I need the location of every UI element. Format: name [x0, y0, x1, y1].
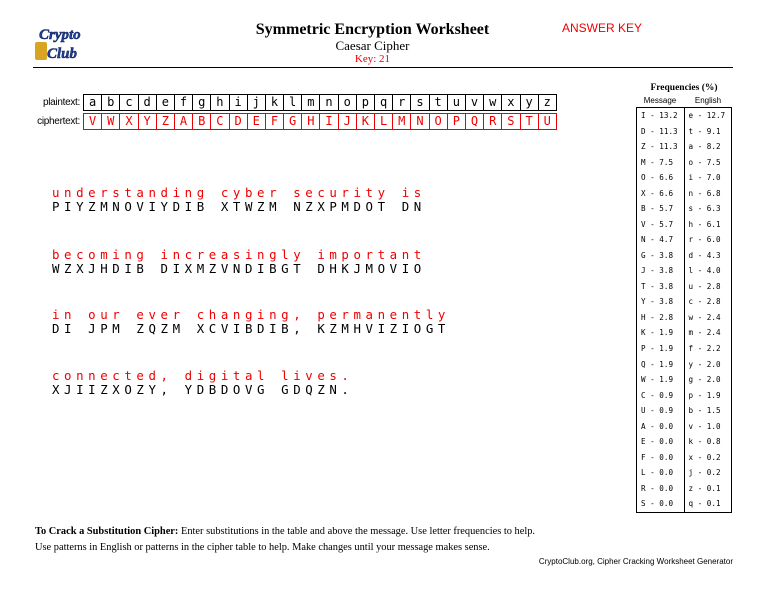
frequency-value: 4.3 [706, 250, 721, 260]
frequency-letter: P [641, 343, 646, 353]
message-frequency-row [637, 372, 684, 388]
ciphertext-cell[interactable]: Z [156, 113, 175, 130]
frequency-separator: - [693, 375, 707, 385]
english-frequency-row [685, 372, 732, 388]
frequency-separator: - [645, 499, 660, 509]
ciphertext-cell[interactable]: Y [138, 113, 157, 130]
ciphertext-cell[interactable]: U [538, 113, 557, 130]
ciphertext-cell[interactable]: T [520, 113, 539, 130]
english-frequency-row [685, 263, 732, 279]
frequency-letter: k [688, 437, 694, 447]
ciphertext-cell[interactable]: H [301, 113, 320, 130]
frequency-letter: N [641, 235, 646, 245]
message-frequency-row [637, 357, 684, 373]
frequency-value: 3.8 [659, 266, 674, 276]
instructions-lead: To Crack a Substitution Cipher: [35, 526, 179, 537]
ciphertext-cell[interactable]: V [83, 113, 102, 130]
frequency-value: 0.2 [706, 452, 721, 462]
frequency-value: 0.9 [659, 390, 674, 400]
message-frequency-column [637, 108, 685, 512]
message-frequency-row [637, 481, 684, 497]
frequency-letter: h [688, 219, 694, 229]
frequency-letter: n [688, 188, 694, 198]
frequency-value: 11.3 [659, 142, 678, 152]
plaintext-cell[interactable]: u [447, 94, 466, 111]
english-frequency-row [685, 139, 732, 155]
english-frequency-row [685, 294, 732, 310]
ciphertext-cell[interactable]: O [429, 113, 448, 130]
frequency-value: 2.8 [706, 297, 721, 307]
instructions [35, 524, 535, 556]
footer-credit: CryptoClub.org, Cipher Cracking Worksheet Generator [538, 557, 733, 566]
plaintext-cell[interactable]: d [138, 94, 157, 111]
plaintext-cell[interactable]: x [501, 94, 520, 111]
english-frequency-row [685, 434, 732, 450]
frequency-letter: z [688, 483, 694, 493]
frequency-letter: Z [641, 142, 646, 152]
frequency-separator: - [693, 297, 707, 307]
frequency-letter: X [641, 188, 646, 198]
plaintext-cell[interactable]: i [229, 94, 248, 111]
plaintext-cell[interactable]: f [174, 94, 193, 111]
message-frequency-row [637, 325, 684, 341]
frequency-separator: - [645, 452, 660, 462]
frequency-letter: r [688, 235, 694, 245]
frequency-letter: o [688, 157, 694, 167]
logo-key-shape [35, 42, 47, 60]
plaintext-cell[interactable]: l [283, 94, 302, 111]
frequency-separator: - [645, 437, 660, 447]
plaintext-cell[interactable]: c [119, 94, 138, 111]
frequency-separator: - [645, 111, 660, 120]
frequency-value: 0.0 [659, 499, 674, 509]
frequency-separator: - [645, 468, 660, 478]
frequency-separator: - [645, 126, 660, 136]
frequency-value: 7.5 [659, 157, 674, 167]
message-column-header: Message [643, 96, 677, 105]
message-frequency-row [637, 294, 684, 310]
frequency-title: Frequencies (%) [650, 83, 718, 93]
cipher-key: Key: 21 [354, 53, 391, 65]
english-frequency-row [685, 279, 732, 295]
english-frequency-row [685, 186, 732, 202]
message-frequency-row [637, 310, 684, 326]
header-divider [33, 67, 733, 68]
message-frequency-row [637, 496, 684, 512]
frequency-separator: - [693, 343, 707, 353]
frequency-letter: B [641, 204, 646, 214]
message-frequency-row [637, 186, 684, 202]
english-column-header: English [694, 96, 722, 105]
answer-key-label: ANSWER KEY [562, 21, 643, 35]
frequency-separator: - [693, 173, 707, 183]
english-frequency-row [685, 217, 732, 233]
frequency-letter: f [688, 343, 694, 353]
frequency-letter: i [688, 173, 694, 183]
frequency-letter: L [641, 468, 646, 478]
ciphertext-cell[interactable]: J [338, 113, 357, 130]
frequency-value: 12.7 [706, 111, 726, 120]
message-frequency-row [637, 434, 684, 450]
frequency-value: 2.0 [706, 375, 721, 385]
english-frequency-row [685, 124, 732, 140]
plaintext-cell[interactable]: e [156, 94, 175, 111]
frequency-separator: - [645, 157, 660, 167]
ciphertext-cell[interactable]: S [501, 113, 520, 130]
frequency-separator: - [693, 437, 707, 447]
frequency-value: 0.0 [659, 421, 674, 431]
frequency-letter: e [688, 111, 694, 120]
ciphertext-cell[interactable]: I [319, 113, 338, 130]
frequency-separator: - [645, 142, 660, 152]
message-plain-line-2: becoming increasingly important [52, 247, 426, 262]
ciphertext-cell[interactable]: A [174, 113, 193, 130]
frequency-letter: C [641, 390, 646, 400]
plaintext-cell[interactable]: p [356, 94, 375, 111]
frequency-separator: - [693, 157, 707, 167]
frequency-letter: p [688, 390, 694, 400]
frequency-value: 0.0 [659, 452, 674, 462]
frequency-letter: R [641, 483, 646, 493]
frequency-separator: - [693, 452, 707, 462]
frequency-separator: - [693, 499, 707, 509]
frequency-value: 2.4 [706, 312, 721, 322]
frequency-separator: - [645, 281, 660, 291]
frequency-value: 2.2 [706, 343, 721, 353]
frequency-letter: S [641, 499, 646, 509]
message-frequency-row [637, 279, 684, 295]
frequency-value: 5.7 [659, 204, 674, 214]
frequency-letter: V [641, 219, 646, 229]
plaintext-cell[interactable]: a [83, 94, 102, 111]
plaintext-cell[interactable]: m [301, 94, 320, 111]
frequency-value: 9.1 [706, 126, 721, 136]
ciphertext-cell[interactable]: D [229, 113, 248, 130]
message-frequency-row [637, 201, 684, 217]
plaintext-cell[interactable]: z [538, 94, 557, 111]
message-frequency-row [637, 450, 684, 466]
english-frequency-row [685, 341, 732, 357]
frequency-separator: - [693, 312, 707, 322]
frequency-separator: - [645, 250, 660, 260]
plaintext-cell[interactable]: s [410, 94, 429, 111]
frequency-value: 6.1 [706, 219, 721, 229]
frequency-value: 6.0 [706, 235, 721, 245]
page-title: Symmetric Encryption Worksheet [255, 21, 490, 38]
frequency-value: 1.9 [659, 343, 674, 353]
frequency-value: 0.2 [706, 468, 721, 478]
instructions-line-2: Use patterns in English or patterns in the cipher table to help. Make changes until your message makes sense. [35, 542, 490, 553]
english-frequency-row [685, 419, 732, 435]
message-frequency-row [637, 232, 684, 248]
english-frequency-column [685, 108, 732, 512]
frequency-letter: t [688, 126, 694, 136]
plaintext-cell[interactable]: h [210, 94, 229, 111]
message-cipher-line-3: DI JPM ZQZM XCVIBDIB, KZMHVIZIOGT [52, 321, 450, 336]
plaintext-cell[interactable]: w [483, 94, 502, 111]
frequency-letter: v [688, 421, 694, 431]
message-plain-line-4: connected, digital lives. [52, 368, 354, 383]
frequency-value: 8.2 [706, 142, 721, 152]
frequency-value: 6.3 [706, 204, 721, 214]
ciphertext-cell[interactable]: B [192, 113, 211, 130]
frequency-letter: m [688, 328, 694, 338]
frequency-separator: - [693, 188, 707, 198]
frequency-separator: - [693, 281, 707, 291]
frequency-separator: - [693, 235, 707, 245]
frequency-value: 6.8 [706, 188, 721, 198]
frequency-letter: y [688, 359, 694, 369]
frequency-letter: q [688, 499, 694, 509]
message-plain-line-3: in our ever changing, permanently [52, 307, 450, 322]
english-frequency-row [685, 357, 732, 373]
frequency-value: 0.0 [659, 437, 674, 447]
frequency-letter: w [688, 312, 694, 322]
frequency-value: 3.8 [659, 281, 674, 291]
frequency-value: 2.8 [659, 312, 674, 322]
frequency-separator: - [693, 142, 707, 152]
frequency-value: 1.9 [659, 375, 674, 385]
frequency-value: 0.1 [706, 499, 721, 509]
frequency-letter: g [688, 375, 694, 385]
english-frequency-row [685, 481, 732, 497]
plaintext-cell[interactable]: b [101, 94, 120, 111]
english-frequency-row [685, 155, 732, 171]
frequency-separator: - [645, 375, 660, 385]
message-frequency-row [637, 248, 684, 264]
plaintext-cell[interactable]: g [192, 94, 211, 111]
frequency-letter: M [641, 157, 646, 167]
english-frequency-row [685, 248, 732, 264]
english-frequency-row [685, 201, 732, 217]
english-frequency-row [685, 496, 732, 512]
english-frequency-row [685, 170, 732, 186]
frequency-value: 1.9 [659, 359, 674, 369]
frequency-letter: b [688, 406, 694, 416]
english-frequency-row [685, 403, 732, 419]
frequency-value: 7.5 [706, 157, 721, 167]
ciphertext-cell[interactable]: C [210, 113, 229, 130]
plaintext-cell[interactable]: j [247, 94, 266, 111]
frequency-value: 0.9 [659, 406, 674, 416]
frequency-letter: K [641, 328, 646, 338]
cryptoclub-logo [33, 22, 91, 64]
frequency-letter: A [641, 421, 646, 431]
frequency-letter: T [641, 281, 646, 291]
frequency-letter: U [641, 406, 646, 416]
frequency-separator: - [693, 266, 707, 276]
english-frequency-row [685, 465, 732, 481]
frequency-value: 13.2 [659, 111, 678, 120]
frequency-value: 3.8 [659, 250, 674, 260]
frequency-value: 6.6 [659, 173, 674, 183]
english-frequency-row [685, 388, 732, 404]
frequency-separator: - [645, 328, 660, 338]
plaintext-row [84, 94, 557, 111]
instructions-line-1: Enter substitutions in the table and above the message. Use letter frequencies to help. [178, 526, 536, 537]
message-frequency-row [637, 124, 684, 140]
frequency-value: 7.0 [706, 173, 721, 183]
frequency-value: 5.7 [659, 219, 674, 229]
frequency-letter: E [641, 437, 646, 447]
frequency-letter: a [688, 142, 694, 152]
message-cipher-line-1: PIYZMNOVIYDIB XTWZM NZXPMDOT DN [52, 199, 426, 214]
frequency-separator: - [645, 421, 660, 431]
frequency-value: 2.4 [706, 328, 721, 338]
frequency-separator: - [645, 359, 660, 369]
frequency-separator: - [645, 406, 660, 416]
frequency-separator: - [693, 483, 707, 493]
ciphertext-cell[interactable]: K [356, 113, 375, 130]
plaintext-cell[interactable]: q [374, 94, 393, 111]
logo-line1: Crypto [39, 27, 81, 43]
plaintext-label: plaintext: [42, 97, 80, 108]
frequency-letter: Y [641, 297, 646, 307]
message-frequency-row [637, 170, 684, 186]
frequency-value: 2.8 [706, 281, 721, 291]
message-frequency-row [637, 403, 684, 419]
ciphertext-cell[interactable]: W [101, 113, 120, 130]
frequency-letter: s [688, 204, 694, 214]
frequency-letter: u [688, 281, 694, 291]
frequency-panel [636, 83, 732, 513]
frequency-value: 4.0 [706, 266, 721, 276]
frequency-value: 2.0 [706, 359, 721, 369]
message-cipher-line-4: XJIIZXOZY, YDBDOVG GDQZN. [52, 382, 354, 397]
ciphertext-cell[interactable]: G [283, 113, 302, 130]
frequency-separator: - [645, 219, 660, 229]
ciphertext-cell[interactable]: F [265, 113, 284, 130]
message-frequency-row [637, 217, 684, 233]
message-frequency-row [637, 155, 684, 171]
english-frequency-row [685, 310, 732, 326]
message-plain-line-1: understanding cyber security is [52, 185, 426, 200]
message-frequency-row [637, 465, 684, 481]
english-frequency-row [685, 108, 732, 124]
frequency-letter: c [688, 297, 694, 307]
plaintext-cell[interactable]: v [465, 94, 484, 111]
ciphertext-cell[interactable]: Q [465, 113, 484, 130]
ciphertext-cell[interactable]: R [483, 113, 502, 130]
ciphertext-label: ciphertext: [37, 116, 80, 127]
frequency-value: 1.9 [659, 328, 674, 338]
frequency-separator: - [693, 219, 707, 229]
frequency-separator: - [645, 188, 660, 198]
frequency-separator: - [693, 126, 707, 136]
message-frequency-row [637, 139, 684, 155]
frequency-separator: - [693, 421, 707, 431]
frequency-value: 4.7 [659, 235, 674, 245]
frequency-value: 0.8 [706, 437, 721, 447]
frequency-separator: - [645, 204, 660, 214]
frequency-separator: - [693, 111, 707, 120]
frequency-letter: W [641, 375, 646, 385]
english-frequency-row [685, 325, 732, 341]
frequency-separator: - [645, 235, 660, 245]
frequency-value: 1.0 [706, 421, 721, 431]
frequency-separator: - [693, 390, 707, 400]
frequency-value: 0.0 [659, 483, 674, 493]
frequency-value: 11.3 [659, 126, 678, 136]
frequency-letter: Q [641, 359, 646, 369]
message-frequency-row [637, 263, 684, 279]
logo-line2: Club [47, 46, 78, 62]
frequency-separator: - [645, 390, 660, 400]
message-frequency-row [637, 341, 684, 357]
frequency-value: 3.8 [659, 297, 674, 307]
frequency-separator: - [693, 250, 707, 260]
plaintext-cell[interactable]: r [392, 94, 411, 111]
ciphertext-cell[interactable]: P [447, 113, 466, 130]
frequency-separator: - [645, 173, 660, 183]
frequency-separator: - [693, 204, 707, 214]
ciphertext-row [84, 113, 557, 130]
ciphertext-cell[interactable]: X [119, 113, 138, 130]
ciphertext-cell[interactable]: N [410, 113, 429, 130]
page-subtitle: Caesar Cipher [335, 38, 410, 53]
frequency-letter: D [641, 126, 646, 136]
frequency-letter: d [688, 250, 694, 260]
frequency-value: 6.6 [659, 188, 674, 198]
plaintext-cell[interactable]: n [319, 94, 338, 111]
frequency-letter: F [641, 452, 646, 462]
frequency-separator: - [693, 328, 707, 338]
frequency-separator: - [645, 266, 660, 276]
frequency-letter: H [641, 312, 646, 322]
frequency-letter: l [688, 266, 694, 276]
frequency-separator: - [645, 483, 660, 493]
frequency-letter: G [641, 250, 646, 260]
plaintext-cell[interactable]: k [265, 94, 284, 111]
plaintext-cell[interactable]: y [520, 94, 539, 111]
plaintext-cell[interactable]: t [429, 94, 448, 111]
frequency-value: 1.5 [706, 406, 721, 416]
frequency-value: 1.9 [706, 390, 721, 400]
frequency-separator: - [645, 343, 660, 353]
ciphertext-cell[interactable]: M [392, 113, 411, 130]
frequency-separator: - [645, 297, 660, 307]
frequency-separator: - [693, 468, 707, 478]
frequency-letter: j [688, 468, 694, 478]
frequency-separator: - [693, 406, 707, 416]
frequency-separator: - [645, 312, 660, 322]
frequency-separator: - [693, 359, 707, 369]
english-frequency-row [685, 232, 732, 248]
english-frequency-row [685, 450, 732, 466]
frequency-letter: x [688, 452, 694, 462]
message-cipher-line-2: WZXJHDIB DIXMZVNDIBGT DHKJMOVIO [52, 261, 426, 276]
frequency-value: 0.0 [659, 468, 674, 478]
ciphertext-cell[interactable]: L [374, 113, 393, 130]
ciphertext-cell[interactable]: E [247, 113, 266, 130]
plaintext-cell[interactable]: o [338, 94, 357, 111]
frequency-letter: O [641, 173, 646, 183]
frequency-value: 0.1 [706, 483, 721, 493]
message-frequency-row [637, 419, 684, 435]
frequency-letter: J [641, 266, 646, 276]
frequency-table [636, 107, 732, 513]
message-frequency-row [637, 108, 684, 124]
frequency-letter: I [641, 111, 646, 120]
message-frequency-row [637, 388, 684, 404]
